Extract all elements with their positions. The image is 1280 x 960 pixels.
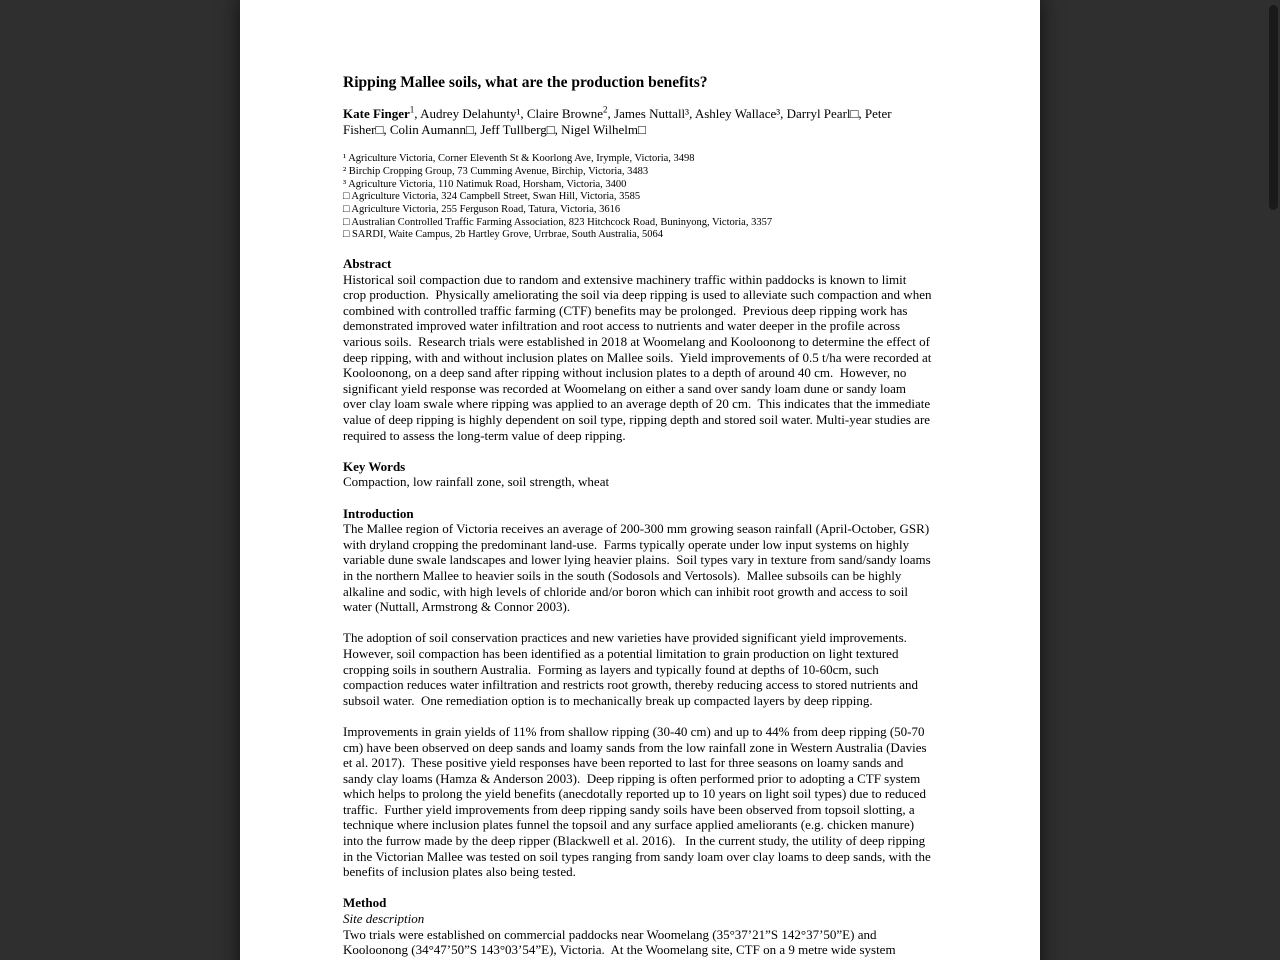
section-abstract [343,256,935,443]
affiliation-line: □ Agriculture Victoria, 255 Ferguson Road, Tatura, Victoria, 3616 [343,204,621,215]
section-key-words [343,459,932,490]
section-method [343,895,932,957]
body-paragraph: Historical soil compaction due to random and extensive machinery traffic within paddocks is known to limit crop production. Physically ameliorating the soil via deep ripping is used to alleviate such compaction and when combined with controlled traffic farming (CTF) benefits may be prolonged. Previous deep ripping work has demonstrated improved water infiltration and root access to nutrients and water deeper in the profile across various soils. Research trials were established in 2018 at Woomelang and Kooloonong to determine the effect of deep ripping, with and without inclusion plates on Mallee soils. Yield improvements of 0.5 t/ha were recorded at Kooloonong, on a deep sand after ripping without inclusion plates to a depth of around 40 cm. However, no significant yield response was recorded at Woomelang on either a sand over sandy loam dune or sandy loam over clay loam swale where ripping was applied to an average depth of 20 cm. This indicates that the immediate value of deep ripping is highly dependent on soil type, ripping depth and stored soil water. Multi-year studies are required to assess the long-term value of deep ripping. [343,271,935,443]
affiliation-line: □ Agriculture Victoria, 324 Campbell Street, Swan Hill, Victoria, 3585 [343,191,641,203]
section-heading: Method [343,895,387,911]
section-heading: Key Words [343,458,406,474]
scrollbar-thumb[interactable] [1269,5,1278,210]
body-paragraph: The adoption of soil conservation practices and new varieties have provided significant yield improvements. However, soil compaction has been identified as a potential limitation to grain production on light textured cropping soils in southern Australia. Forming as layers and typically found at depths of 10-60cm, such compaction reduces water infiltration and restricts root growth, thereby reducing access to stored nutrients and subsoil water. One remediation option is to mechanically break up compacted layers by deep ripping. [343,630,922,708]
body-paragraph: Compaction, low rainfall zone, soil strength, wheat [343,474,610,490]
affiliation-line: □ Australian Controlled Traffic Farming Association, 823 Hitchcock Road, Buninyong, Victoria, 3357 [343,216,773,228]
author-superscript: 1 [409,104,415,115]
affiliation-line: ³ Agriculture Victoria, 110 Natimuk Road, Horsham, Victoria, 3400 [343,178,627,190]
affiliation-line: ¹ Agriculture Victoria, Corner Eleventh St & Koorlong Ave, Irymple, Victoria, 3498 [343,153,695,165]
section-introduction [343,505,935,880]
author-lead-name: Kate Finger [343,106,410,121]
section-heading: Introduction [343,505,414,521]
body-paragraph: The Mallee region of Victoria receives an average of 200-300 mm growing season rainfall (April-October, GSR) with dryland cropping the predominant land-use. Farms typically operate under low input systems on highly variable dune swale landscapes and lower lying heavier plains. Soil types vary in texture from sand/sandy loams in the northern Mallee to heavier soils in the south (Sodosols and Vertosols). Mallee subsoils can be highly alkaline and sodic, with high levels of chloride and/or boron which can inhibit root growth and access to soil water (Nuttall, Armstrong & Connor 2003). [343,521,934,615]
author-line [343,106,932,137]
author-superscript: 2 [603,104,608,115]
author-names: , James Nuttall³, Ashley Wallace³, Darryl Pearl□, Peter Fisher□, Colin Aumann□, Jeff Tullberg□, Nigel Wilhelm□ [343,106,895,137]
document-page [240,0,1040,960]
sections [343,256,935,958]
affiliations [343,153,932,242]
section-heading: Abstract [343,256,392,272]
section-subheading: Site description [343,911,425,927]
author-names: , Audrey Delahunty¹, Claire Browne [414,106,604,121]
paper-title: Ripping Mallee soils, what are the production benefits? [343,74,708,91]
affiliation-line: ² Birchip Cropping Group, 73 Cumming Avenue, Birchip, Victoria, 3483 [343,165,649,177]
scrollbar-track[interactable] [1266,0,1280,960]
body-paragraph: Improvements in grain yields of 11% from shallow ripping (30-40 cm) and up to 44% from deep ripping (50-70 cm) have been observed on deep sands and loamy sands from the low rainfall zone in Western Australia (Davies et al. 2017). These positive yield responses have been reported to last for three seasons on loamy sands and sandy clay loams (Hamza & Anderson 2003). Deep ripping is often performed prior to adopting a CTF system which helps to prolong the yield benefits (anecdotally reported up to 10 years on light soil types) due to reduced traffic. Further yield improvements from deep ripping sandy soils have been observed from topsoil slotting, a technique where inclusion plates funnel the topsoil and any surface applied ameliorants (e.g. chicken manure) into the furrow made by the deep ripper (Blackwell et al. 2016). In the current study, the utility of deep ripping in the Victorian Mallee was tested on soil types ranging from sandy loam over clay loams to deep sands, with the benefits of inclusion plates also being tested. [343,723,935,880]
body-paragraph: Two trials were established on commercial paddocks near Woomelang (35°37’21”S 142°37’50”E) and Kooloonong (34°47’50”S 143°03’54”E), Victoria. At the Woomelang site, CTF on a 9 metre wide system [343,926,896,958]
affiliation-line: □ SARDI, Waite Campus, 2b Hartley Grove, Urrbrae, South Australia, 5064 [343,229,663,241]
